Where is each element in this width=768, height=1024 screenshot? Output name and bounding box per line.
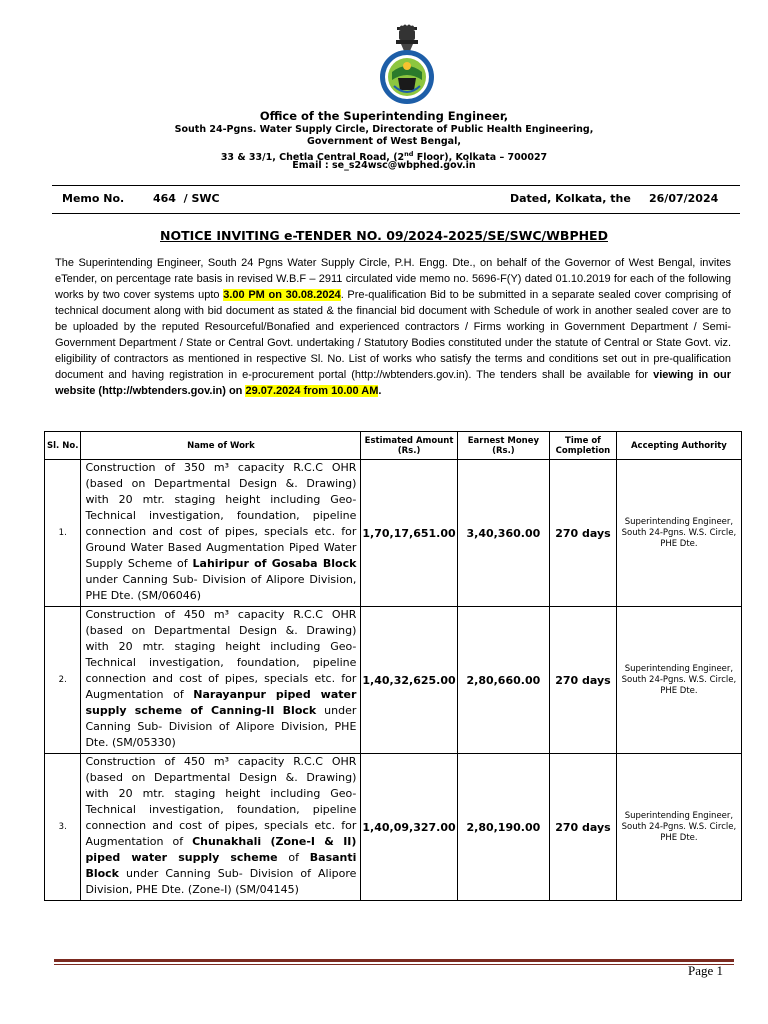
- row-estimated-amount: 1,40,09,327.00: [361, 754, 457, 901]
- table-row: [45, 754, 742, 901]
- row-sl: 2.: [45, 607, 81, 754]
- header-time-of-completion: Time of Completion: [550, 432, 617, 460]
- header-sl: Sl. No.: [45, 432, 81, 460]
- works-table: [44, 431, 742, 901]
- footer-rule-thin: [54, 964, 734, 965]
- row-estimated-amount: 1,70,17,651.00: [361, 460, 457, 607]
- table-header-row: [45, 432, 742, 460]
- work-text: of: [277, 851, 310, 864]
- paragraph-text-1: The Superintending Engineer, South 24 Pgns Water Supply Circle, P.H. Engg. Dte., on behalf of the Governor of West Bengal, invites eTender, on percentage rate basis in revised W.B.F – 2911 circulated vide memo no. 5696-F(Y) dated 01.10.2019 for each of the following works by two cover systems upto: [55, 257, 731, 301]
- address-part2: Floor), Kolkata – 700027: [413, 152, 548, 164]
- row-name-of-work: [81, 607, 361, 754]
- work-scheme: Lahiripur of Gosaba Block: [192, 557, 357, 570]
- row-earnest-money: 3,40,360.00: [457, 460, 549, 607]
- address-part1: 33 & 33/1, Chetla Central Road, (2: [220, 152, 405, 164]
- bid-deadline: 3.00 PM on 30.08.2024: [223, 289, 341, 301]
- office-title: Office of the Superintending Engineer,: [259, 109, 509, 123]
- row-estimated-amount: 1,40,32,625.00: [361, 607, 457, 754]
- work-text: under Canning Sub- Division of Alipore Division, PHE Dte. (SM/05330): [85, 704, 357, 749]
- memo-bar: [52, 185, 740, 214]
- office-email: Email : se_s24wsc@wbphed.gov.in: [292, 160, 476, 171]
- memo-date: 26/07/2024: [649, 192, 719, 205]
- row-sl: 3.: [45, 754, 81, 901]
- row-earnest-money: 2,80,190.00: [457, 754, 549, 901]
- work-block: Basanti Block: [85, 851, 357, 880]
- row-accepting-authority: Superintending Engineer, South 24-Pgns. W.S. Circle, PHE Dte.: [616, 754, 741, 901]
- page-number: Page 1: [688, 963, 724, 978]
- row-earnest-money: 2,80,660.00: [457, 607, 549, 754]
- viewing-text: viewing in our website (http://wbtenders.gov.in) on: [55, 369, 731, 397]
- header-estimated-amount: Estimated Amount (Rs.): [361, 432, 457, 460]
- row-time-of-completion: 270 days: [550, 460, 617, 607]
- row-sl: 1.: [45, 460, 81, 607]
- table-row: [45, 607, 742, 754]
- row-accepting-authority: Superintending Engineer, South 24-Pgns. W.S. Circle, PHE Dte.: [616, 607, 741, 754]
- work-text: Construction of 350 m³ capacity R.C.C OHR (based on Departmental Design &. Drawing) with 20 mtr. staging height including Geo-Technical investigation, foundation, pipeline connection and cost of pipes, specials etc. for Ground Water Based Augmentation Piped Water Supply Scheme of: [85, 461, 357, 570]
- memo-label: Memo No.: [62, 192, 125, 205]
- office-government-line: Government of West Bengal,: [307, 136, 461, 147]
- paragraph-text-2: . Pre-qualification Bid to be submitted in a separate sealed cover comprising of technical document along with bid document as stated & the financial bid document with Schedule of work in another sealed cover are to be uploaded by the reputed Resourceful/Bonafied and experienced contractors / Firms working in Government Department / Semi-Government Department / State or Central Govt. undertaking / Statutory Bodies constituted under the statute of Central or State Govt. viz. eligibility of contractors as mentioned in respective Sl. No. List of works who satisfy the terms and conditions set out in pre-qualification document and having registration in e-procurement portal (http://wbtenders.gov.in). The tenders shall be available for: [55, 289, 731, 381]
- address-superscript: nd: [404, 150, 414, 158]
- notice-title: NOTICE INVITING e-TENDER NO. 09/2024-2025/SE/SWC/WBPHED: [160, 228, 608, 243]
- available-from: 29.07.2024 from 10.00 AM: [245, 385, 379, 397]
- header-earnest-money: Earnest Money (Rs.): [457, 432, 549, 460]
- office-circle-line: South 24-Pgns. Water Supply Circle, Directorate of Public Health Engineering,: [174, 124, 594, 135]
- government-emblem-icon: [370, 24, 444, 106]
- row-time-of-completion: 270 days: [550, 754, 617, 901]
- work-scheme: Narayanpur piped water supply scheme of Canning-II Block: [85, 688, 357, 717]
- header-accepting-authority: Accepting Authority: [616, 432, 741, 460]
- paragraph-end: .: [378, 385, 382, 397]
- row-name-of-work: [81, 754, 361, 901]
- work-text: under Canning Sub- Division of Alipore Division, PHE Dte. (Zone-I) (SM/04145): [85, 867, 357, 896]
- memo-number: 464 / SWC: [153, 192, 220, 205]
- footer-rule: [54, 959, 734, 962]
- work-text: Construction of 450 m³ capacity R.C.C OHR (based on Departmental Design &. Drawing) with 20 mtr. staging height including Geo-Technical investigation, foundation, pipeline connection and cost of pipes, specials etc. for Augmentation of: [85, 755, 357, 848]
- row-name-of-work: [81, 460, 361, 607]
- table-row: [45, 460, 742, 607]
- row-accepting-authority: Superintending Engineer, South 24-Pgns. W.S. Circle, PHE Dte.: [616, 460, 741, 607]
- header-name-of-work: Name of Work: [81, 432, 361, 460]
- work-text: under Canning Sub- Division of Alipore Division, PHE Dte. (SM/06046): [85, 573, 357, 602]
- work-scheme: Chunakhali (Zone-I & II) piped water supply scheme: [85, 835, 357, 864]
- work-text: Construction of 450 m³ capacity R.C.C OHR (based on Departmental Design &. Drawing) with 20 mtr. staging height including Geo-Technical investigation, foundation, pipeline connection and cost of pipes, specials etc. for Augmentation of: [85, 608, 357, 701]
- row-time-of-completion: 270 days: [550, 607, 617, 754]
- notice-paragraph: [55, 255, 731, 399]
- dated-label: Dated, Kolkata, the: [510, 192, 631, 205]
